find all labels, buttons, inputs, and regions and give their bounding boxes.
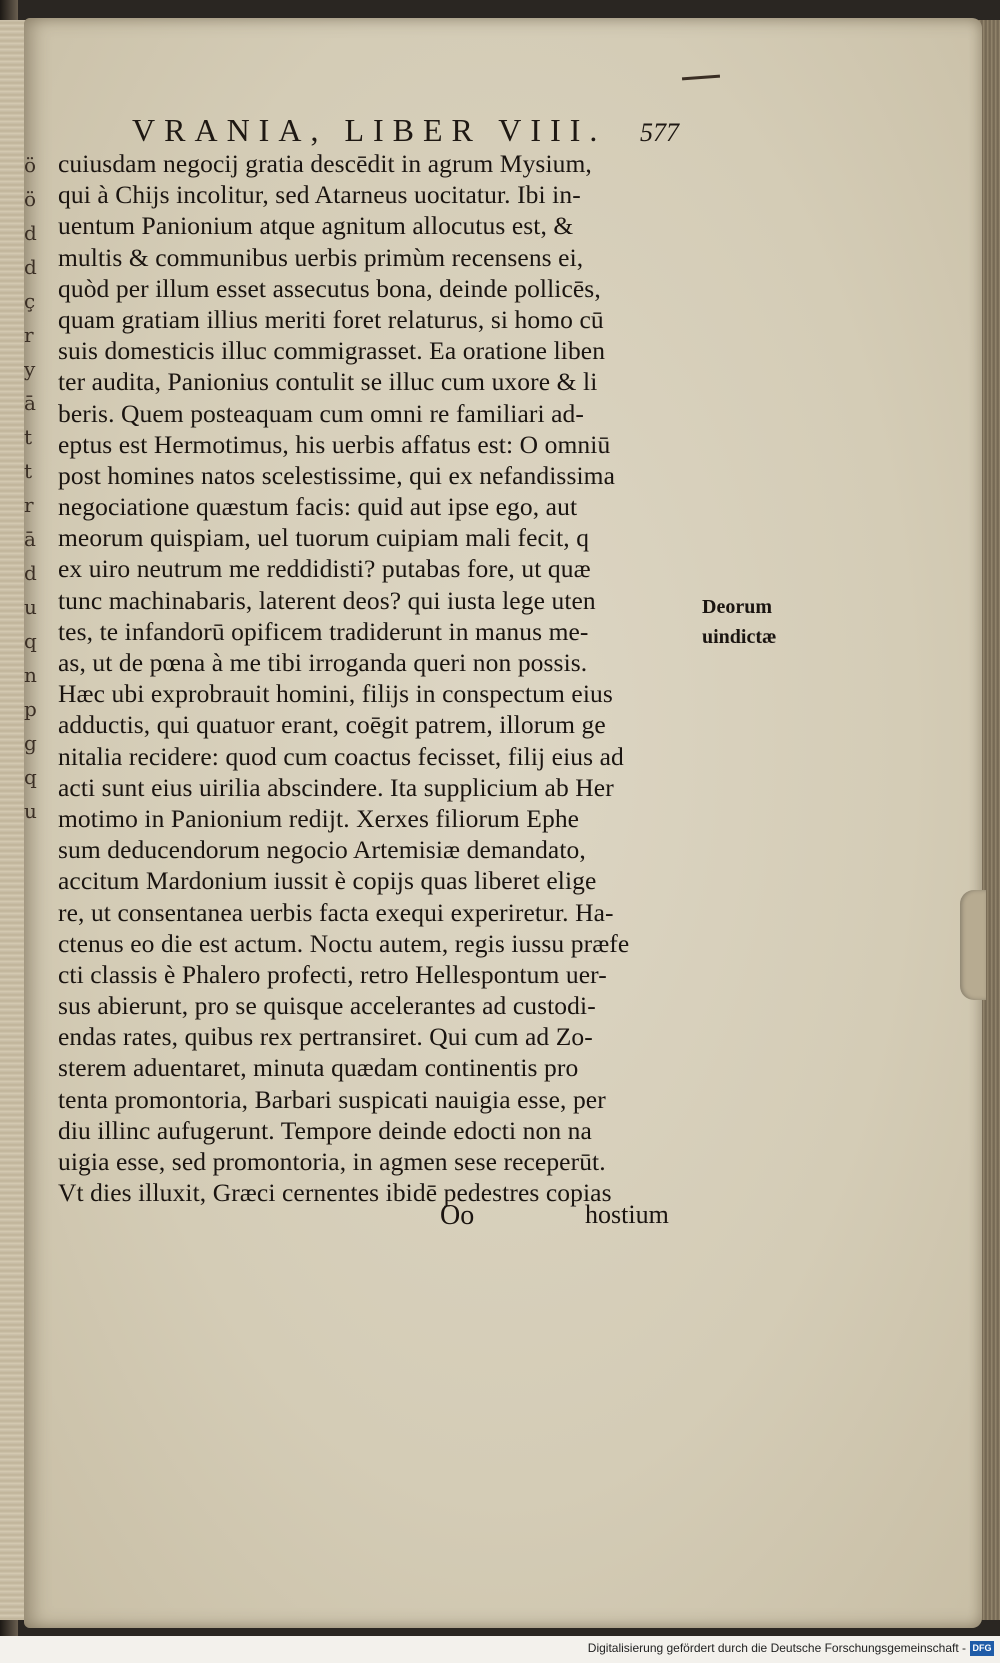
text-line: accitum Mardonium iussit è copijs quas liberet elige (58, 866, 597, 896)
text-line: sum deducendorum negocio Artemisiæ demandato, (58, 835, 586, 865)
gutter-fragment: n (24, 663, 37, 687)
gutter-fragment: ā (24, 391, 36, 415)
text-line: ctenus eo die est actum. Noctu autem, regis iussu præfe (58, 928, 630, 958)
text-line: nitalia recidere: quod cum coactus fecisset, filij eius ad (58, 741, 624, 771)
marginal-note-line: uindictæ (702, 626, 777, 648)
text-line: uigia esse, sed promontoria, in agmen sese receperūt. (58, 1147, 606, 1176)
gutter-fragment: q (24, 765, 37, 789)
text-line: suis domesticis illuc commigrasset. Ea oratione liben (58, 336, 606, 366)
text-line: meorum quispiam, uel tuorum cuipiam mali fecit, q (58, 523, 590, 553)
catchword: hostium (585, 1200, 669, 1229)
text-line: post homines natos scelestissime, qui ex nefandissima (58, 460, 616, 490)
gutter-fragment: ö (24, 153, 37, 177)
text-line: qui à Chijs incolitur, sed Atarneus uocitatur. Ibi in- (58, 180, 581, 210)
page-number: 577 (640, 118, 679, 147)
running-head: VRANIA, LIBER VIII. (132, 112, 607, 148)
text-line: sterem aduentaret, minuta quædam continentis pro (58, 1053, 579, 1083)
marginal-note (702, 592, 776, 652)
gutter-fragment: t (24, 459, 33, 483)
gutter-fragment: d (24, 255, 37, 279)
text-line: diu illinc aufugerunt. Tempore deinde edocti non na (58, 1115, 592, 1145)
text-line: uentum Panionium atque agnitum allocutus est, & (58, 211, 574, 241)
gutter-fragment: p (24, 697, 37, 721)
text-line: as, ut de pœna à me tibi irroganda queri non possis. (58, 648, 588, 677)
text-line: sus abierunt, pro se quisque accelerantes ad custodi- (58, 991, 596, 1021)
text-line: quam gratiam illius meriti foret relaturus, si homo cū (58, 304, 604, 334)
body-text (58, 148, 698, 1208)
text-line: re, ut consentanea uerbis facta exequi experiretur. Ha- (58, 897, 614, 927)
text-line: endas rates, quibus rex pertransiret. Qui cum ad Zo- (58, 1022, 593, 1052)
gutter-fragment: d (24, 561, 37, 585)
text-line: eptus est Hermotimus, his uerbis affatus est: O omniū (58, 429, 611, 459)
text-line: adductis, qui quatuor erant, coēgit patrem, illorum ge (58, 710, 606, 740)
marginal-note-line: Deorum (702, 596, 772, 618)
gutter-fragment: y (24, 357, 36, 381)
gutter-fragment: ç (24, 289, 36, 313)
gutter-fragment: t (24, 425, 33, 449)
text-line: motimo in Panionium redijt. Xerxes filiorum Ephe (58, 803, 580, 833)
dfg-logo: DFG (970, 1641, 994, 1656)
facing-page-edge (0, 20, 26, 1620)
gutter-fragments (24, 148, 38, 848)
text-line: tenta promontoria, Barbari suspicati nauigia esse, per (58, 1084, 606, 1114)
gutter-fragment: ö (24, 187, 37, 211)
text-line: quòd per illum esset assecutus bona, deinde pollicēs, (58, 273, 601, 303)
signature-mark: Oo (440, 1200, 475, 1231)
text-line: cuiusdam negocij gratia descēdit in agrum Mysium, (58, 149, 592, 178)
text-line: ter audita, Panionius contulit se illuc cum uxore & li (58, 367, 598, 397)
text-line: Vt dies illuxit, Græci cernentes ibidē pedestres copias (58, 1178, 612, 1208)
page-tab (960, 890, 986, 1000)
text-line: tunc machinabaris, laterent deos? qui iusta lege uten (58, 585, 596, 615)
gutter-fragment: u (24, 595, 37, 619)
gutter-fragment: r (24, 323, 34, 347)
text-line: negociatione quæstum facis: quid aut ipse ego, aut (58, 492, 578, 522)
text-line: multis & communibus uerbis primùm recensens ei, (58, 242, 584, 272)
text-line: ex uiro neutrum me reddidisti? putabas fore, ut quæ (58, 554, 591, 584)
text-line: Hæc ubi exprobrauit homini, filijs in conspectum eius (58, 679, 613, 709)
gutter-fragment: g (24, 731, 37, 755)
gutter-fragment: d (24, 221, 37, 245)
gutter-fragment: ā (24, 527, 36, 551)
gutter-fragment: q (24, 629, 37, 653)
text-line: beris. Quem posteaquam cum omni re familiari ad- (58, 398, 584, 428)
gutter-fragment: r (24, 493, 34, 517)
text-line: acti sunt eius uirilia abscindere. Ita supplicium ab Her (58, 772, 614, 802)
text-line: cti classis è Phalero profecti, retro Hellespontum uer- (58, 959, 607, 989)
funding-credit: Digitalisierung gefördert durch die Deutsche Forschungsgemeinschaft - (587, 1641, 966, 1655)
gutter-fragment: u (24, 799, 37, 823)
text-line: tes, te infandorū opificem tradiderunt in manus me- (58, 616, 589, 646)
